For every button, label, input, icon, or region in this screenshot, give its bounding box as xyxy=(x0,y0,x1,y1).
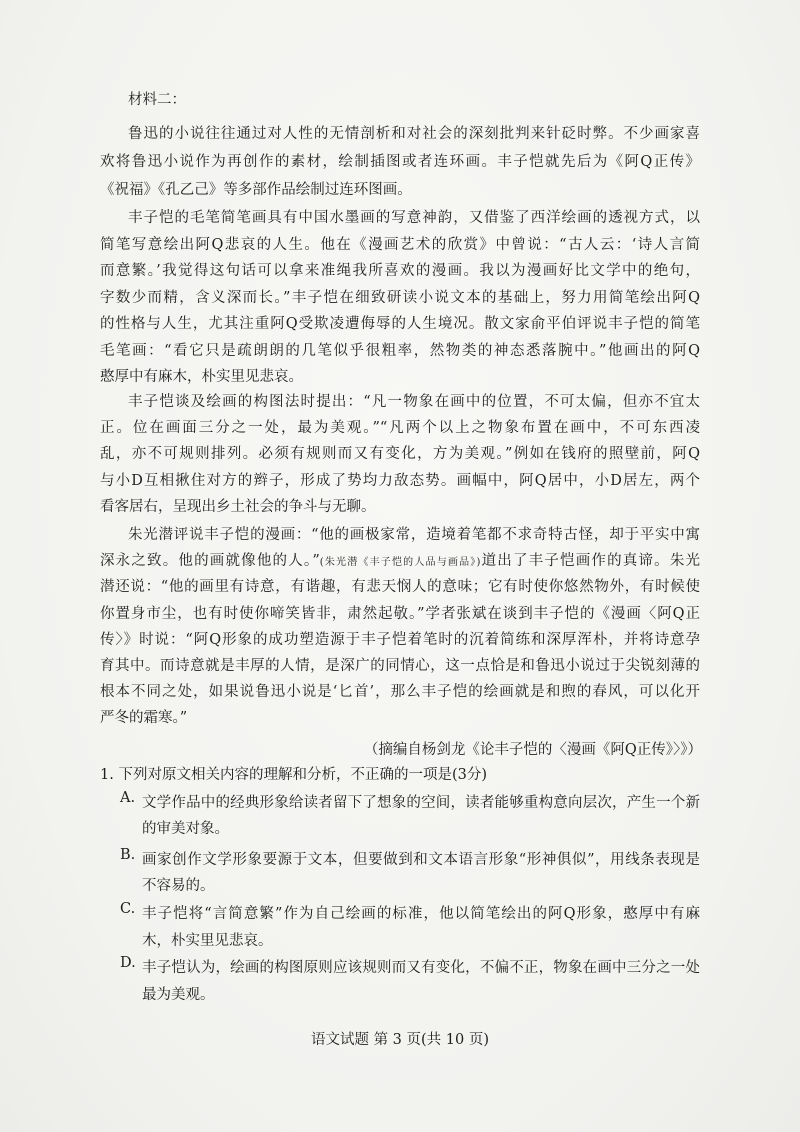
paragraph-3-line-5: 看客居右，呈现出乡土社会的争斗与无聊。 xyxy=(100,498,376,515)
question-1-stem: 1. 下列对原文相关内容的理解和分析，不正确的一项是(3分) xyxy=(100,767,487,783)
paragraph-3-line-3: 乱，亦不可规则排列。必须有规则而又有变化，方为美观。”例如在钱府的照壁前，阿Q xyxy=(100,446,700,463)
option-b-label: B. xyxy=(120,847,136,863)
option-a-label: A. xyxy=(120,790,136,806)
paragraph-4-line-1: 朱光潜评说丰子恺的漫画：“他的画极家常，造境着笔都不求奇特古怪，却于平实中寓 xyxy=(128,527,700,543)
option-c-label: C. xyxy=(120,901,136,917)
option-a xyxy=(120,790,700,842)
paragraph-2-line-5: 的性格与人生，尤其注重阿Q受欺凌遭侮辱的人生境况。散文家俞平伯评说丰子恺的简笔 xyxy=(100,316,700,332)
option-d-line-2: 最为美观。 xyxy=(142,987,215,1003)
material-source: （摘编自杨剑龙《论丰子恺的〈漫画《阿Q正传》〉》） xyxy=(363,742,702,758)
paragraph-4-line-4: 你置身市尘，也有时使你啼笑皆非，肃然起敬。”学者张斌在谈到丰子恺的《漫画〈阿Q正 xyxy=(100,605,700,622)
paragraph-2-line-2: 简笔写意绘出阿Q悲哀的人生。他在《漫画艺术的欣赏》中曾说：“古人云：‘诗人言简 xyxy=(100,236,700,253)
material-heading: 材料二： xyxy=(128,92,186,108)
paragraph-3-line-1: 丰子恺谈及绘画的构图法时提出：“凡一物象在画中的位置，不可太偏，但亦不宜太 xyxy=(128,394,700,410)
option-b xyxy=(120,847,700,899)
option-a-line-2: 的审美对象。 xyxy=(142,821,229,837)
option-b-line-1: 画家创作文学形象要源于文本，但要做到和文本语言形象“形神俱似”，用线条表现是 xyxy=(142,852,700,868)
paragraph-2-line-3: 而意繁。’我觉得这句话可以拿来准绳我所喜欢的漫画。我以为漫画好比文学中的绝句， xyxy=(100,263,700,279)
paragraph-3-line-4: 与小D互相揪住对方的辫子，形成了势均力敌态势。画幅中，阿Q居中，小D居左，两个 xyxy=(100,472,700,489)
paragraph-4-line-8: 严冬的霜寒。” xyxy=(100,710,188,727)
paragraph-3-line-2: 正。位在画面三分之一处，最为美观。”“凡两个以上之物象布置在画中，不可东西凌 xyxy=(100,420,700,437)
paragraph-2-line-1: 丰子恺的毛笔简笔画具有中国水墨画的写意神韵，又借鉴了西洋绘画的透视方式，以 xyxy=(128,210,700,226)
paragraph-3 xyxy=(100,389,700,520)
paragraph-4-line-3: 潜还说：“他的画里有诗意，有谐趣，有悲天悯人的意味；它有时使你悠然物外，有时候使 xyxy=(100,579,700,596)
paragraph-1 xyxy=(100,120,700,204)
option-c-line-1: 丰子恺将“言简意繁”作为自己绘画的标准，他以简笔绘出的阿Q形象，憨厚中有麻 xyxy=(142,906,700,922)
paragraph-2 xyxy=(100,205,700,391)
paragraph-2-line-4: 字数少而精，含义深而长。”丰子恺在细致研读小说文本的基础上，努力用简笔绘出阿Q xyxy=(100,289,700,306)
option-c xyxy=(120,901,700,955)
option-c-line-2: 木，朴实里见悲哀。 xyxy=(142,933,273,949)
paragraph-4-line-7: 根本不同之处，如果说鲁迅小说是‘匕首’，那么丰子恺的绘画就是和煦的春风，可以化开 xyxy=(100,684,700,701)
paragraph-4-line-2-before: 深永之致。他的画就像他的人。” xyxy=(100,553,320,570)
paragraph-4-line-2-after: 道出了丰子恺画作的真谛。朱光 xyxy=(480,553,700,570)
paragraph-1-line-3: 《祝福》《孔乙己》等多部作品绘制过连环图画。 xyxy=(100,182,412,198)
page-footer: 语文试题 第 3 页(共 10 页) xyxy=(310,1032,490,1048)
paragraph-2-line-6: 毛笔画：“看它只是疏朗朗的几笔似乎很粗率，然物类的神态悉落腕中。”他画出的阿Q xyxy=(100,342,700,359)
paragraph-4 xyxy=(100,522,700,732)
paragraph-1-line-1: 鲁迅的小说往往通过对人性的无情剖析和对社会的深刻批判来针砭时弊。不少画家喜 xyxy=(128,126,700,142)
paragraph-2-line-7: 憨厚中有麻木，朴实里见悲哀。 xyxy=(100,369,303,385)
paragraph-1-line-2: 欢将鲁迅小说作为再创作的素材，绘制插图或者连环画。丰子恺就先后为《阿Q正传》 xyxy=(100,154,700,170)
option-a-line-1: 文学作品中的经典形象给读者留下了想象的空间，读者能够重构意向层次，产生一个新 xyxy=(142,795,700,811)
option-d xyxy=(120,955,700,1009)
paragraph-4-line-5: 传〉》时说：“阿Q形象的成功塑造源于丰子恺着笔时的沉着简练和深厚浑朴，并将诗意孕 xyxy=(100,631,700,648)
option-b-line-2: 不容易的。 xyxy=(142,878,215,894)
paragraph-4-line-6: 育其中。而诗意就是丰厚的人情，是深广的同情心，这一点恰是和鲁迅小说过于尖锐刻薄的 xyxy=(100,657,700,674)
citation-note: (朱光潜《丰子恺的人品与画品》) xyxy=(319,557,481,569)
paragraph-4-line-2 xyxy=(100,548,700,574)
option-d-line-1: 丰子恺认为，绘画的构图原则应该规则而又有变化，不偏不正，物象在画中三分之一处 xyxy=(142,960,700,976)
option-d-label: D. xyxy=(120,955,136,971)
